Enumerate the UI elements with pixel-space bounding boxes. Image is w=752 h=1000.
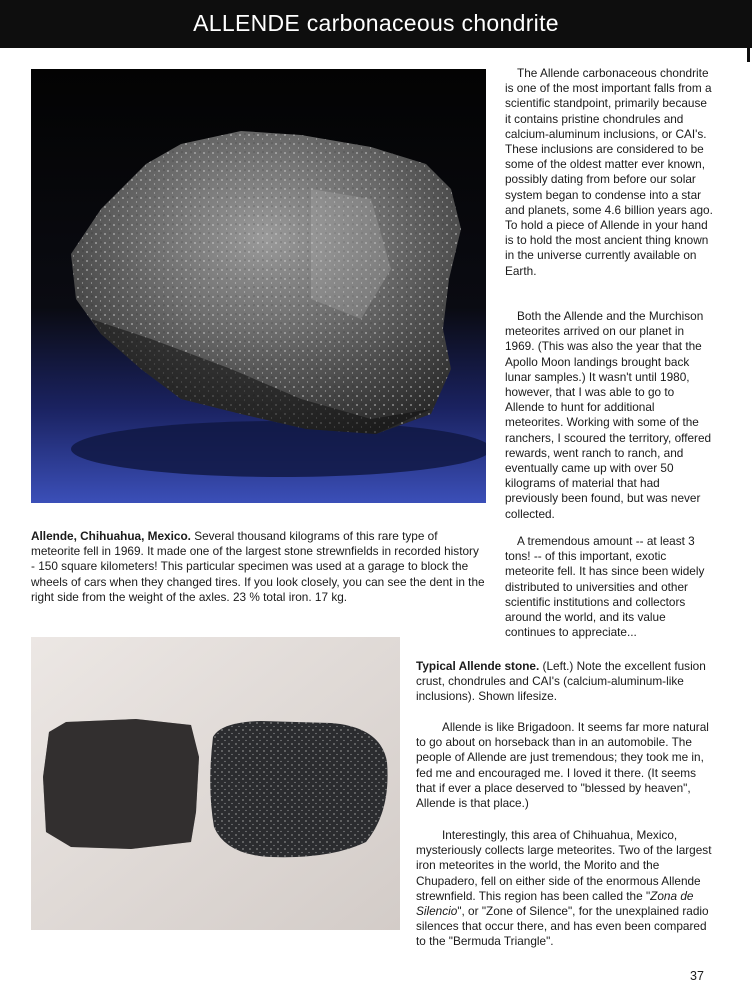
paragraph-text: ", or "Zone of Silence", for the unexplained radio silences that occur there, and has even been compared to the "Bermuda Triangle". [416, 904, 709, 949]
page-header [0, 0, 752, 48]
intro-paragraph-1: The Allende carbonaceous chondrite is one of the most important falls from a scientific standpoint, primarily because it contains pristine chondrules and calcium-aluminum inclusions, or CAI's. These inclusions are considered to be some of the oldest matter ever known, possibly dating from before our solar system began to condense into a star and planets, some 4.6 billion years ago. To hold a piece of Allende in your hand is to hold the most ancient thing known in the universe currently available on Earth. [505, 66, 713, 278]
title-meteorite-type: carbonaceous chondrite [300, 10, 559, 36]
caption-lead: Allende, Chihuahua, Mexico. [31, 529, 191, 543]
allende-specimen-illustration [31, 69, 486, 503]
caption-body: (Left.) Note the excellent fusion crust, chondrules and CAI's (calcium-aluminum-like inclusions). Shown lifesize. [416, 659, 706, 704]
page-title [0, 10, 752, 37]
caption-lead: Typical Allende stone. [416, 659, 540, 673]
brigadoon-paragraph: Allende is like Brigadoon. It seems far more natural to go about on horseback than in an automobile. The people of Allende are just tremendous; they took me in, fed me and encouraged me. I loved it there. (It seems that if ever a place deserved to "blessed by heaven", Allende is that place.) [416, 720, 709, 811]
zone-of-silence-paragraph [416, 828, 716, 950]
italic-term: Zona de Silencio [416, 888, 694, 919]
page-number: 37 [690, 969, 704, 983]
intro-paragraph-3: A tremendous amount -- at least 3 tons! -- of this important, exotic meteorite fell. It has since been widely distributed to universities and other scientific institutions and collectors around the world, and its value continues to appreciate... [505, 534, 705, 640]
paragraph-text: Interestingly, this area of Chihuahua, Mexico, mysteriously collects large meteorites. Two of the largest iron meteorites in the world, the Morito and the Chupadero, fell on either side of the enormous Allende strewnfield. This region has been called the " [416, 828, 712, 903]
typical-stones-photo [31, 637, 400, 930]
large-specimen-caption [31, 529, 486, 605]
typical-stone-caption [416, 659, 716, 705]
typical-stones-illustration [31, 637, 400, 930]
caption-body: Several thousand kilograms of this rare type of meteorite fell in 1969. It made one of the largest stone strewnfields in recorded history - 150 square kilometers! This particular specimen was used at a garage to block the wheels of cars when they changed tires. If you look closely, you can see the dent in the right side from the weight of the axles. 23 % total iron. 17 kg. [31, 529, 485, 604]
intro-paragraph-2: Both the Allende and the Murchison meteorites arrived on our planet in 1969. (This was also the year that the Apollo Moon landings brought back lunar samples.) It wasn't until 1980, however, that I was able to go to Allende to hunt for additional meteorites. Working with some of the ranchers, I scoured the territory, offered rewards, went ranch to ranch, and eventually came up with over 50 kilograms of material that had previously been found, but was never collected. [505, 309, 712, 521]
allende-large-specimen-photo [31, 69, 486, 503]
header-edge-rule [747, 48, 750, 62]
title-meteorite-name: ALLENDE [193, 10, 301, 36]
